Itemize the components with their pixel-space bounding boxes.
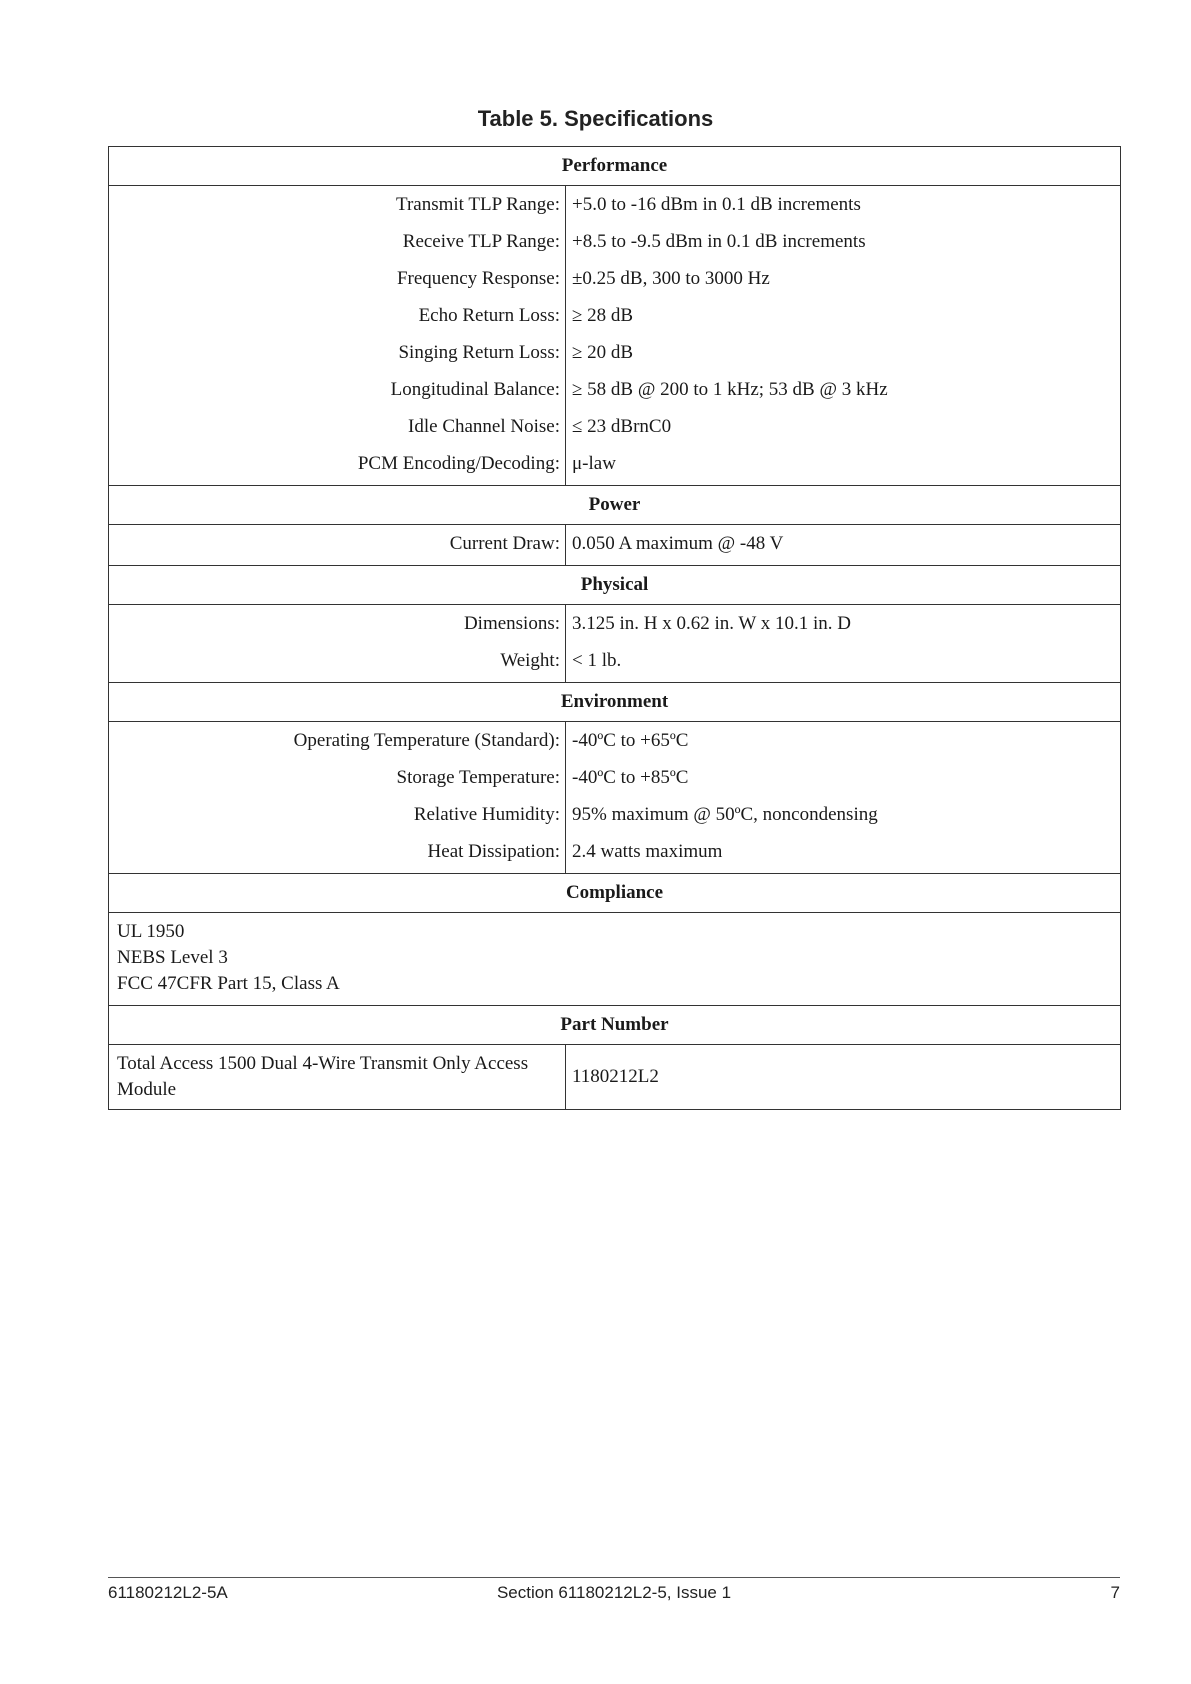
footer-divider [108, 1577, 1120, 1578]
spec-value: -40ºC to +65ºC [572, 730, 689, 751]
section-header-row [109, 1006, 1121, 1045]
power-labels [109, 525, 566, 566]
spec-value: < 1 lb. [572, 650, 622, 671]
spec-label: Relative Humidity: [413, 804, 560, 825]
compliance-item: UL 1950 [117, 921, 185, 942]
spec-value: -40ºC to +85ºC [572, 767, 689, 788]
part-description: Total Access 1500 Dual 4-Wire Transmit Only Access Module [109, 1045, 566, 1110]
environment-values [566, 722, 1121, 874]
spec-label: Longitudinal Balance: [390, 379, 560, 400]
spec-label: Heat Dissipation: [427, 841, 560, 862]
spec-value: ≥ 28 dB [572, 305, 634, 326]
part-number-row [109, 1045, 1121, 1110]
compliance-row [109, 913, 1121, 1006]
spec-value: +8.5 to -9.5 dBm in 0.1 dB increments [572, 231, 866, 252]
spec-value: ≤ 23 dBrnC0 [572, 416, 672, 437]
page-footer [108, 1583, 1120, 1605]
performance-heading: Performance [109, 147, 1121, 186]
spec-value: 95% maximum @ 50ºC, noncondensing [572, 804, 878, 825]
spec-value: ±0.25 dB, 300 to 3000 Hz [572, 268, 770, 289]
performance-group [109, 186, 1121, 486]
spec-value: 0.050 A maximum @ -48 V [572, 533, 784, 554]
spec-label: PCM Encoding/Decoding: [357, 453, 560, 474]
physical-group [109, 605, 1121, 683]
spec-value: +5.0 to -16 dBm in 0.1 dB increments [572, 194, 861, 215]
compliance-list [109, 913, 1121, 1006]
spec-label: Singing Return Loss: [398, 342, 560, 363]
document-number: 61180212L2-5A [108, 1583, 228, 1602]
spec-label: Dimensions: [463, 613, 560, 634]
spec-value: ≥ 20 dB [572, 342, 634, 363]
power-values [566, 525, 1121, 566]
compliance-item: NEBS Level 3 [117, 947, 228, 968]
table-title: Table 5. Specifications [477, 106, 714, 131]
power-heading: Power [109, 486, 1121, 525]
section-header-row [109, 683, 1121, 722]
compliance-item: FCC 47CFR Part 15, Class A [117, 973, 340, 994]
power-group [109, 525, 1121, 566]
performance-values [566, 186, 1121, 486]
spec-label: Frequency Response: [396, 268, 560, 289]
section-header-row [109, 486, 1121, 525]
compliance-heading: Compliance [109, 874, 1121, 913]
physical-values [566, 605, 1121, 683]
section-issue: Section 61180212L2-5, Issue 1 [496, 1583, 732, 1602]
page-number: 7 [1110, 1583, 1120, 1602]
environment-heading: Environment [109, 683, 1121, 722]
environment-group [109, 722, 1121, 874]
physical-labels [109, 605, 566, 683]
spec-value: 2.4 watts maximum [572, 841, 723, 862]
spec-label: Weight: [500, 650, 560, 671]
spec-label: Idle Channel Noise: [408, 416, 560, 437]
spec-label: Echo Return Loss: [418, 305, 560, 326]
section-header-row [109, 147, 1121, 186]
performance-labels [109, 186, 566, 486]
specifications-table [108, 146, 1121, 1110]
section-header-row [109, 874, 1121, 913]
part-number-heading: Part Number [109, 1006, 1121, 1045]
section-header-row [109, 566, 1121, 605]
environment-labels [109, 722, 566, 874]
spec-value: μ-law [572, 453, 616, 474]
spec-value: 3.125 in. H x 0.62 in. W x 10.1 in. D [572, 613, 852, 634]
spec-value: ≥ 58 dB @ 200 to 1 kHz; 53 dB @ 3 kHz [572, 379, 888, 400]
part-number-value: 1180212L2 [566, 1045, 1121, 1110]
physical-heading: Physical [109, 566, 1121, 605]
spec-label: Storage Temperature: [396, 767, 560, 788]
spec-label: Operating Temperature (Standard): [293, 730, 560, 751]
spec-label: Receive TLP Range: [402, 231, 560, 252]
spec-label: Transmit TLP Range: [396, 194, 560, 215]
spec-label: Current Draw: [449, 533, 560, 554]
